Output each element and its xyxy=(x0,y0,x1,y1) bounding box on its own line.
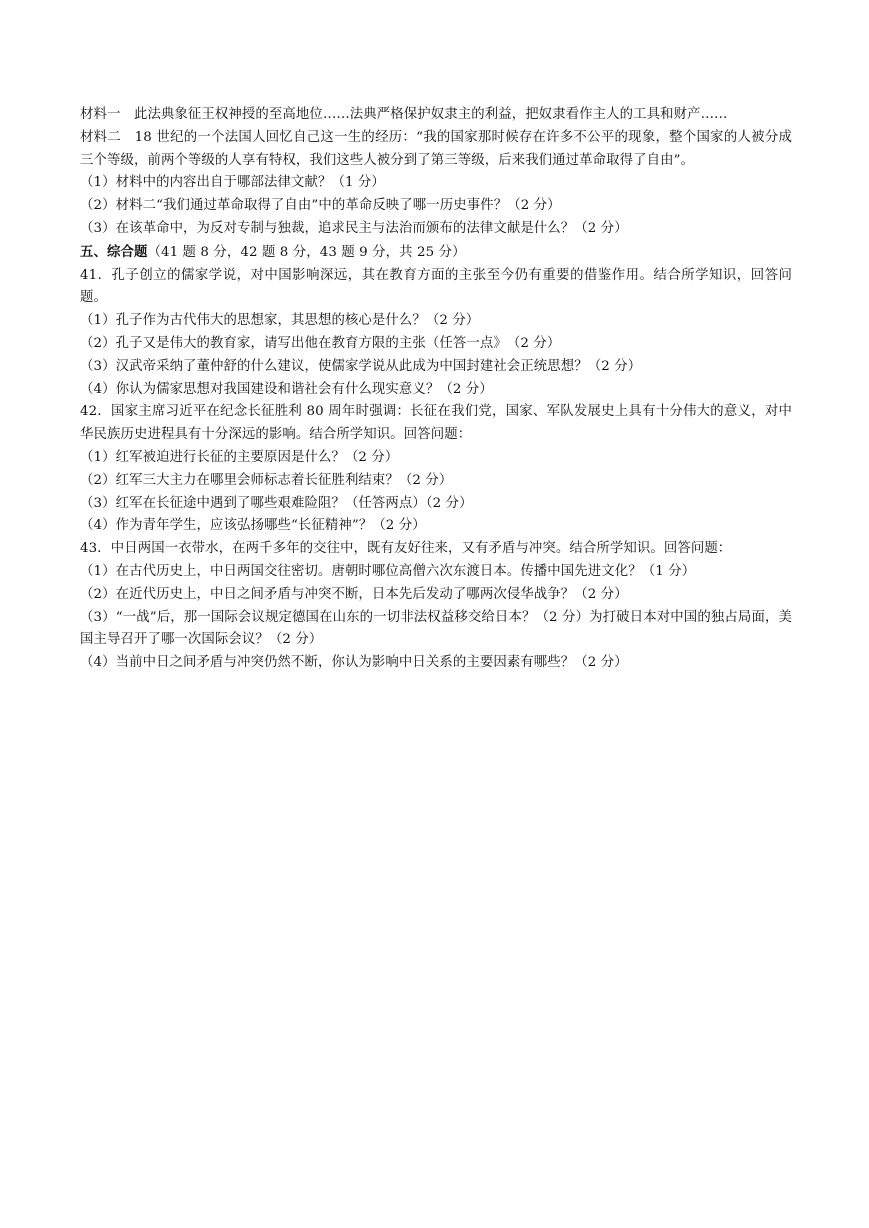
question-42-sub-3: （3）红军在长征途中遇到了哪些艰难险阻？（任答两点）（2 分） xyxy=(80,495,473,511)
material-question-3: （3）在该革命中，为反对专制与独裁，追求民主与法治而颁布的法律文献是什么？（2 分） xyxy=(80,220,628,236)
material-question-2: （2）材料二“我们通过革命取得了自由”中的革命反映了哪一历史事件？（2 分） xyxy=(80,198,561,214)
question-42-sub-4: （4）作为青年学生，应该弘扬哪些“长征精神”？（2 分） xyxy=(80,518,426,534)
question-43-sub-2: （2）在近代历史上，中日之间矛盾与冲突不断，日本先后发动了哪两次侵华战争？（2 分） xyxy=(80,586,628,602)
material-two: 材料二 18 世纪的一个法国人回忆自己这一生的经历：“我的国家那时候存在许多不公平的现象，整个国家的人被分成三个等级，前两个等级的人享有特权，我们这些人被分到了第三等级，后来我们通过革命取得了自由”。 xyxy=(80,129,792,168)
question-42-sub-2: （2）红军三大主力在哪里会师标志着长征胜利结束？（2 分） xyxy=(80,472,453,488)
question-43-stem: 43．中日两国一衣带水，在两千多年的交往中，既有友好往来，又有矛盾与冲突。结合所学知识。回答问题： xyxy=(80,541,732,557)
question-43-sub-1: （1）在古代历史上，中日两国交往密切。唐朝时哪位高僧六次东渡日本。传播中国先进文化？（1 分） xyxy=(80,563,696,579)
question-41-sub-4: （4）你认为儒家思想对我国建设和谐社会有什么现实意义？（2 分） xyxy=(80,381,493,397)
question-43-sub-3: （3）“一战”后，那一国际会议规定德国在山东的一切非法权益移交给日本？（2 分）为打破日本对中国的独占局面，美国主导召开了哪一次国际会议？（2 分） xyxy=(80,609,792,648)
question-42-stem: 42．国家主席习近平在纪念长征胜利 80 周年时强调：长征在我们党，国家、军队发展史上具有十分伟大的意义，对中华民族历史进程具有十分深远的影响。结合所学知识。回答问题： xyxy=(80,404,792,443)
material-question-1: （1）材料中的内容出自于哪部法律文献？（1 分） xyxy=(80,175,385,191)
question-42-sub-1: （1）红军被迫进行长征的主要原因是什么？（2 分） xyxy=(80,449,399,465)
section-five-score-note: （41 题 8 分，42 题 8 分，43 题 9 分，共 25 分） xyxy=(147,244,466,260)
question-43-sub-4: （4）当前中日之间矛盾与冲突仍然不断，你认为影响中日关系的主要因素有哪些？（2 分） xyxy=(80,655,628,671)
page-content xyxy=(80,104,792,675)
question-41-sub-3: （3）汉武帝采纳了董仲舒的什么建议，使儒家学说从此成为中国封建社会正统思想？（2 分） xyxy=(80,358,642,374)
section-five-title: 五、综合题 xyxy=(80,243,148,260)
question-41-stem: 41．孔子创立的儒家学说，对中国影响深远，其在教育方面的主张至今仍有重要的借鉴作用。结合所学知识，回答问题。 xyxy=(80,267,792,306)
question-41-sub-2: （2）孔子又是伟大的教育家，请写出他在教育方限的主张（任答一点》 （2 分） xyxy=(80,335,561,351)
material-one: 材料一 此法典象征王权神授的至高地位……法典严格保护奴隶主的利益，把奴隶看作主人的工具和财产…… xyxy=(80,107,728,122)
question-41-sub-1: （1）孔子作为古代伟大的思想家，其思想的核心是什么？（2 分） xyxy=(80,313,480,329)
section-five-heading xyxy=(80,241,792,265)
